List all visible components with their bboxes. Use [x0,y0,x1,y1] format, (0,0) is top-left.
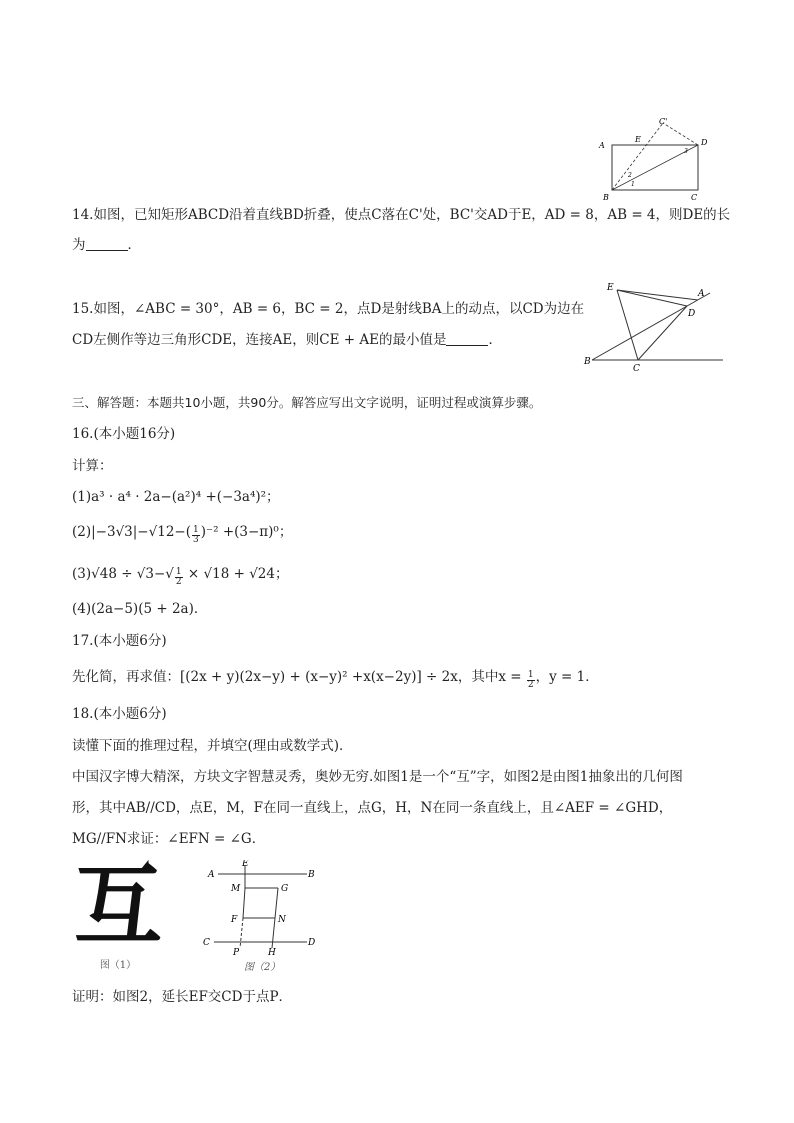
label-E: E [635,135,641,144]
label-C: C [633,364,640,373]
fraction [527,671,535,690]
segment-ce [617,290,638,360]
q17-text-b: ，y = 1． [535,669,599,685]
q16-part3 [72,565,289,587]
label-A: A [698,289,705,299]
label-D: D [308,938,316,948]
label-C: C [203,938,210,948]
label-E: E [242,860,249,869]
label-angle-2: 2 [628,172,632,179]
q14-line2 [72,236,141,254]
answer-blank[interactable] [86,238,128,251]
label-M: M [231,884,241,894]
q18-proof: 证明：如图2，延长EF交CD于点P． [72,989,293,1005]
label-C-prime: C' [659,117,668,126]
q16-part2-b: )⁻² +(3−π)⁰； [200,524,293,540]
q15-figure [580,278,730,373]
q15-line2 [72,331,502,349]
segment-bcp [612,123,663,190]
label-P: P [233,948,240,958]
q17-head: 17.(本小题6分) [72,633,167,649]
label-B: B [584,357,591,367]
q16-head: 16.(本小题16分) [72,426,176,442]
q14-line2-text: 为 [72,237,86,253]
q18-line3: 形，其中AB//CD，点E，M，F在同一直线上，点G，H，N在同一条直线上，且∠AEF = ∠GHD， [72,800,673,816]
label-B: B [603,193,609,202]
figure2-caption: 图（2） [244,962,281,973]
fraction [192,526,200,545]
ray-ba [592,293,710,360]
hu-character: 互 [73,854,162,957]
q18-figure2 [200,860,325,975]
q14-figure [595,115,715,205]
label-A: A [208,870,215,880]
q18-line1: 读懂下面的推理过程，并填空(理由或数学式)． [72,738,353,754]
q18-line2: 中国汉字博大精深，方块文字智慧灵秀，奥妙无穷.如图1是一个“互”字，如图2是由图1抽象出的几何图 [72,769,683,785]
figure1-caption: 图（1） [99,960,137,971]
q16-part2-a: (2)|−3√3|−√12−( [72,524,191,540]
q15-line2-text: CD左侧作等边三角形CDE，连接AE，则CE + AE的最小值是 [72,332,447,348]
segment-ae [617,290,698,300]
segment-cd [638,306,687,360]
q17-text [72,668,599,690]
label-E: E [607,283,614,293]
line-fp-dashed [240,918,243,948]
q18-line4: MG//FN求证：∠EFN = ∠G． [72,831,266,847]
fraction-denominator: 3 [192,535,199,545]
label-D: D [701,138,708,147]
fraction-denominator: 2 [527,680,534,690]
answer-blank[interactable] [446,333,488,346]
q16-part1: (1)a³ · a⁴ · 2a−(a²)⁴ +(−3a⁴)²； [72,489,280,505]
q16-part3-a: (3)√48 ÷ √3−√ [72,566,174,582]
label-H: H [268,948,276,958]
q16-part3-b: × √18 + √24； [183,566,289,582]
q15-line1: 15.如图，∠ABC = 30°，AB = 6，BC = 2，点D是射线BA上的动点，以CD为边在 [72,301,585,317]
q16-part2 [72,523,292,545]
segment-dcp [663,123,698,145]
line-mf [243,888,245,918]
q15-line2-end: ． [488,332,502,348]
label-F: F [231,915,238,925]
segment-de [617,290,687,306]
fraction-numerator: 1 [527,670,534,680]
q18-figure1 [72,854,164,971]
fraction-denominator: 2 [175,577,182,587]
q16-intro: 计算： [72,458,113,474]
label-G: G [281,884,289,894]
fraction [175,568,183,587]
label-B: B [308,870,315,880]
label-angle-1: 1 [631,181,635,188]
section-heading: 三、解答题：本题共10小题，共90分。解答应写出文字说明，证明过程或演算步骤。 [72,395,542,410]
label-A: A [599,141,605,150]
label-C: C [691,193,698,202]
label-N: N [278,915,286,925]
label-D: D [688,309,696,319]
fraction-numerator: 1 [192,525,199,535]
fraction-numerator: 1 [175,567,182,577]
q17-text-a: 先化简，再求值：[(2x + y)(2x−y) + (x−y)² +x(x−2y)] ÷ 2x，其中x = [72,669,526,685]
q16-part4: (4)(2a−5)(5 + 2a)． [72,601,208,617]
q14-line2-end: ． [127,237,141,253]
label-angle-3: 3 [684,148,688,155]
q18-head: 18.(本小题6分) [72,706,167,722]
q14-line1: 14.如图，已知矩形ABCD沿着直线BD折叠，使点C落在C'处，BC'交AD于E，AD = 8，AB = 4，则DE的长 [72,207,731,223]
